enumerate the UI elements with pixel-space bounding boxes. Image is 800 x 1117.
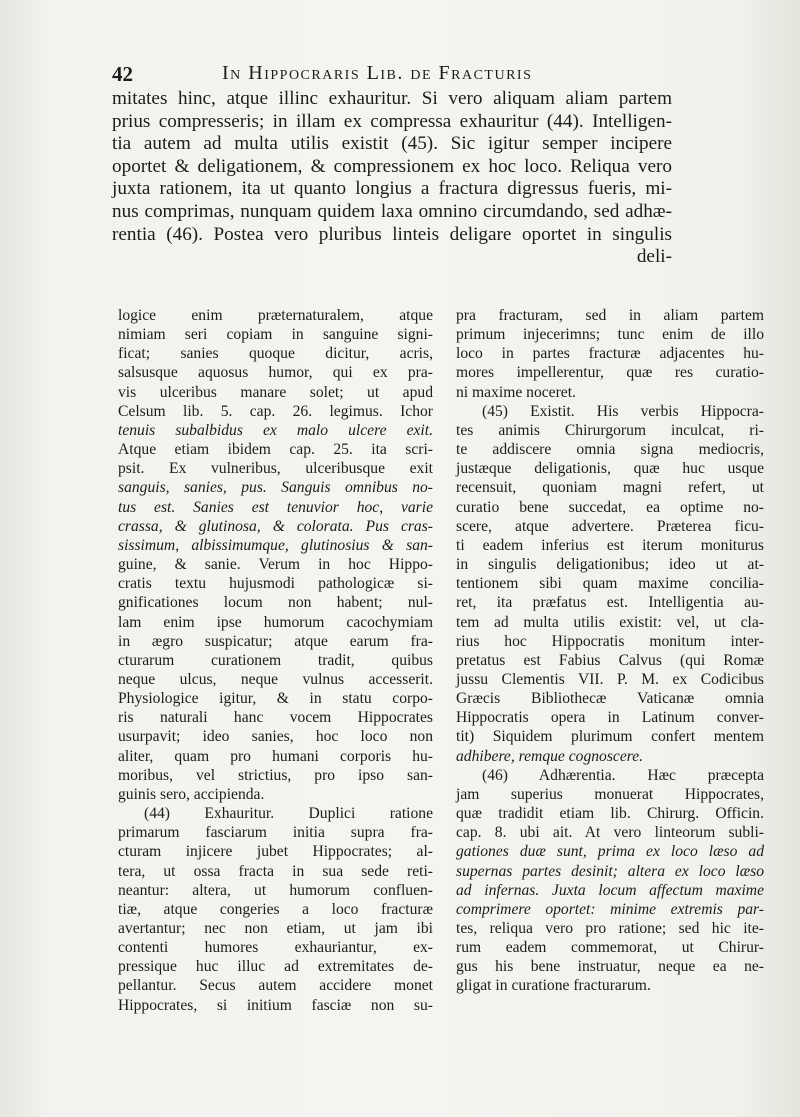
commentary-line: pretatus est Fabius Calvus (qui Romæ [456,651,764,669]
commentary-line: psit. Ex vulneribus, ulceribusque exit [118,460,433,478]
commentary-line: curatio bene succedat, ea optime no- [456,498,764,516]
commentary-left-column [118,306,433,1015]
commentary-line: loco in partes fracturæ adjacentes hu- [456,345,764,363]
commentary-line: moribus, vel strictius, pro ipso san- [118,766,433,784]
commentary-line: sissimum, albissimumque, glutinosius & san- [118,536,433,554]
commentary-line: recensuit, quoniam magni refert, ut [456,479,764,497]
commentary-line: mores impellerentur, quæ res curatio- [456,364,764,382]
commentary-line: logice enim præternaturalem, atque [118,307,433,324]
main-text-line: oportet & deligationem, & compressionem ex hoc loco. Reliqua vero [112,155,672,177]
commentary-line: aliter, quam pro humani corporis hu- [118,747,433,765]
commentary-line: cap. 8. ubi ait. At vero linteorum subli- [456,824,764,842]
commentary-line: primarum fasciarum initia supra fra- [118,824,433,842]
commentary-line: gligat in curatione fracturarum. [456,977,651,995]
commentary-line: cratis textu hujusmodi pathologicæ si- [118,575,433,593]
commentary-line: avertantur; nec non etiam, ut jam ibi [118,920,433,937]
commentary-line: quæ tradidit etiam lib. Chirurg. Officin. [456,805,764,823]
note-46-heading: (46) Adhærentia. Hæc præcepta [482,766,764,784]
commentary-line: Hippocratis opera in Latinum conver- [456,709,764,727]
commentary-line: Hippocrates, si initium fasciæ non su- [118,996,433,1014]
commentary-line: jam superius monuerat Hippocrates, [456,785,764,803]
commentary-line: rum eadem commemorat, ut Chirur- [456,939,764,957]
commentary-line: Physiologice igitur, & in statu corpo- [118,690,433,708]
commentary-line: usurpavit; ideo sanies, hoc loco non [118,728,433,746]
commentary-line: gnificationes locum non habent; nul- [118,594,433,612]
commentary-line: gus his bene instruatur, neque ea ne- [456,958,764,976]
commentary-line: tes animis Chirurgorum inculcat, ri- [456,421,764,439]
commentary-line: tit) Siquidem plurimum confert mentem [456,728,764,746]
commentary-line: tes, reliqua vero pro ratione; sed hic ite- [456,920,764,937]
commentary-line: Celsum lib. 5. cap. 26. legimus. Ichor [118,402,433,420]
commentary-right-column [456,306,764,996]
commentary-line: ad infernas. Juxta locum affectum maxime [456,881,764,899]
running-head [112,62,672,90]
commentary-line: salsusque aquosus humor, qui ex pra- [118,364,433,382]
main-text-line: mitates hinc, atque illinc exhauritur. Si vero aliquam aliam partem [112,88,672,109]
commentary-line: neantur: altera, ut humorum confluen- [118,881,433,899]
note-44-heading: (44) Exhauritur. Duplici ratione [144,805,433,823]
commentary-line: Græcis Bibliothecæ Vaticanæ omnia [456,690,764,708]
commentary-line: ret, ita præfatus est. Intelligentia au- [456,594,764,612]
commentary-line: tiæ, atque congeries a loco fracturæ [118,900,433,918]
commentary-line: neque ulcus, neque vulnus accesserit. [118,670,433,688]
commentary-line: scere, atque advertere. Præterea ficu- [456,517,764,535]
commentary-line: Atque etiam ibidem cap. 25. ita scri- [118,441,433,459]
main-text-block [112,88,672,269]
commentary-line: tenuis subalbidus ex malo ulcere exit. [118,421,433,439]
main-text-line: tia autem ad multa utilis existit (45). Sic igitur semper incipere [112,133,672,155]
commentary-line: nimiam seri copiam in sanguine signi- [118,326,433,344]
commentary-line: ni maxime noceret. [456,383,576,401]
commentary-line: tentionem sibi quam maxime concilia- [456,575,764,593]
commentary-line: adhibere, remque cognoscere. [456,747,644,765]
commentary-line: tera, ut ossa fracta in sua sede reti- [118,862,433,880]
catchword: deli- [636,246,672,268]
commentary-line: guine, & sanie. Verum in hoc Hippo- [118,556,433,574]
main-text-line: rentia (46). Postea vero pluribus linteis deligare oportet in singulis [112,223,672,245]
commentary-line: tem ad multa utilis existit: vel, ut cla- [456,613,764,631]
commentary-line: rius hoc Hippocratis monitum inter- [456,632,764,650]
commentary-line: ris naturali hanc vocem Hippocrates [118,709,433,727]
note-45-heading: (45) Existit. His verbis Hippocra- [482,402,764,420]
commentary-line: justæque deligationis, quæ huc usque [456,460,764,478]
commentary-line: primum injecerimns; tunc enim de illo [456,326,764,344]
commentary-line: ficat; sanies quoque dicitur, acris, [118,345,433,363]
main-text-line: nus comprimas, nunquam quidem laxa omnino circumdando, sed adhæ- [112,200,672,222]
commentary-line: pressique huc illuc ad extremitates de- [118,958,433,976]
commentary-line: in singulis deligationibus; ideo ut at- [456,556,764,574]
commentary-line: sanguis, sanies, pus. Sanguis omnibus no- [118,479,433,497]
commentary-line: vis ulceribus manare solet; ut apud [118,383,433,401]
page-number: 42 [112,62,133,86]
running-title: In Hippocraris Lib. de Fracturis [222,62,533,84]
commentary-line: pellantur. Secus autem accidere monet [118,977,433,995]
commentary-line: lam enim ipse humorum cacochymiam [118,613,433,631]
commentary-line: pra fracturam, sed in aliam partem [456,307,764,324]
commentary-line: supernas partes desinit; altera ex loco læso [456,862,764,880]
commentary-line: tus est. Sanies est tenuvior hoc, varie [118,498,433,516]
commentary-line: cturarum curationem tradit, quibus [118,651,433,669]
commentary-line: crassa, & glutinosa, & colorata. Pus cras- [118,517,433,535]
commentary-line: jussu Clementis VII. P. M. ex Codicibus [456,670,764,688]
commentary-line: ti eadem inferius est iterum moniturus [456,536,764,554]
commentary-line: in ægro suspicatur; atque earum fra- [118,632,433,650]
commentary-line: comprimere oportet: minime extremis par- [456,900,764,918]
commentary-line: guinis sero, accipienda. [118,785,265,803]
commentary-line: cturam injicere jubet Hippocrates; al- [118,843,433,861]
commentary-line: gationes duæ sunt, prima ex loco læso ad [456,843,764,861]
commentary-line: contenti humores exhauriantur, ex- [118,939,433,957]
main-text-line: prius compresseris; in illam ex compressa exhauritur (44). Intelligen- [112,110,672,132]
main-text-line: juxta rationem, ita ut quanto longius a fractura digressus fueris, mi- [112,178,672,200]
commentary-line: te addiscere omnia signa mediocris, [456,441,764,459]
